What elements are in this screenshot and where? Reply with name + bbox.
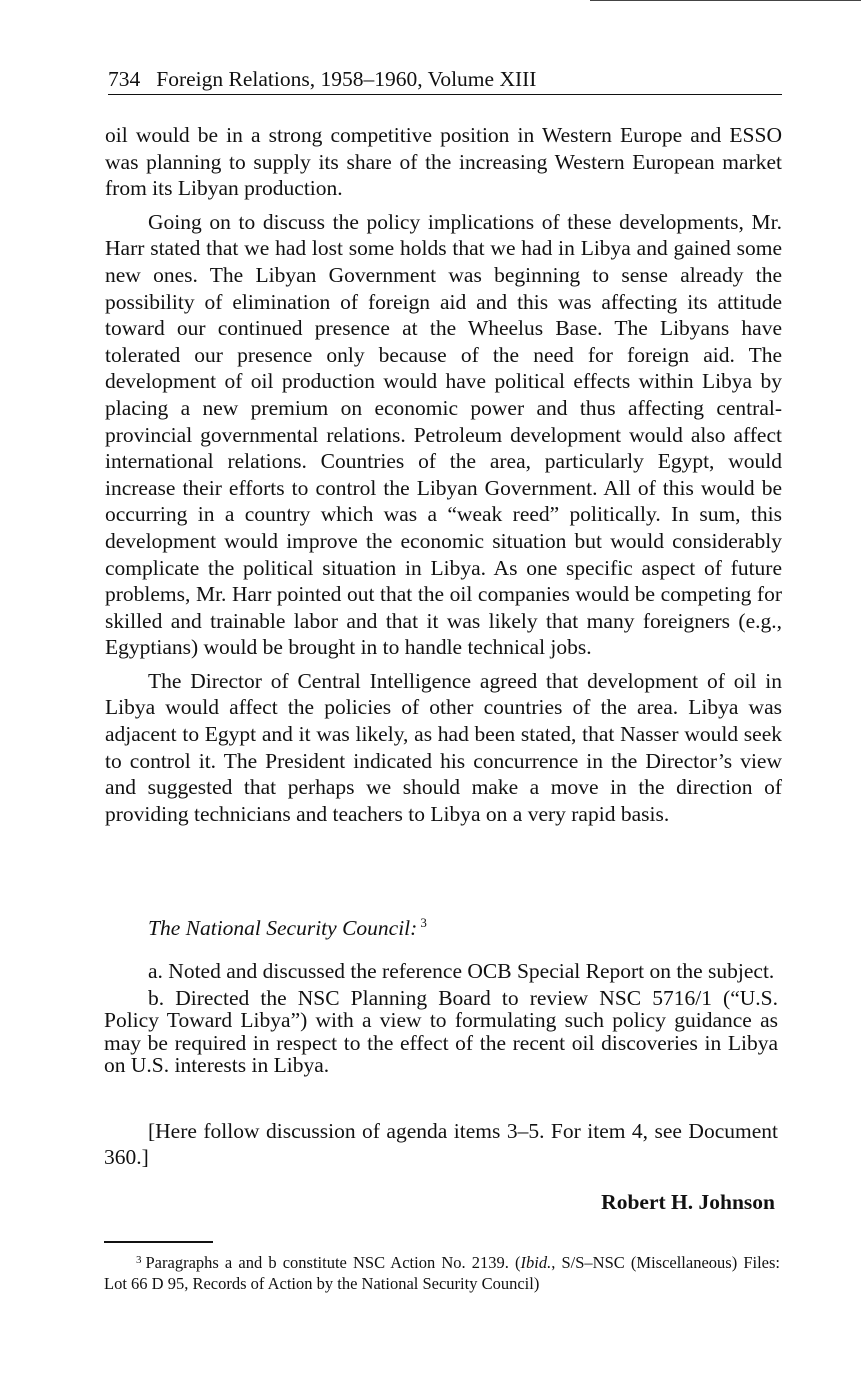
action-item-b: b. Directed the NSC Planning Board to review NSC 5716/1 (“U.S. Policy Toward Libya”) with a view to formulating such policy guidance as may be required in respect to the effect of the recent oil discoveries in Libya on U.S. interests in Libya. [104, 985, 778, 1077]
running-title: Foreign Relations, 1958–1960, Volume XIII [156, 67, 537, 91]
footnote-number: 3 [136, 1254, 142, 1266]
page-number: 734 [108, 67, 141, 91]
action-item-a: a. Noted and discussed the reference OCB Special Report on the subject. [148, 959, 775, 983]
running-header [108, 64, 782, 95]
editorial-note [104, 1118, 778, 1170]
paragraph-director-view: The Director of Central Intelligence agreed that development of oil in Libya would affect the policies of other countries of the area. Libya was adjacent to Egypt and it was likely, as had been stated, that Nasser would seek to control it. The President indicated his concurrence in the Director’s view and suggested that perhaps we should make a move in the direction of providing technicians and teachers to Libya on a very rapid basis. [105, 668, 782, 826]
nsc-actions [104, 960, 778, 1081]
editorial-note-text: [Here follow discussion of agenda items 3–5. For item 4, see Document 360.] [104, 1119, 778, 1169]
paragraph-policy-implications: Going on to discuss the policy implications of these developments, Mr. Harr stated that we had lost some holds that we had in Libya and gained some new ones. The Libyan Government was beginning to sense already the possibility of elimination of foreign aid and this was affecting its attitude toward our continued presence at the Wheelus Base. The Libyans have tolerated our presence only because of the need for foreign aid. The development of oil production would have political effects within Libya by placing a new premium on economic power and thus affecting central-provincial governmental relations. Petroleum development would also affect international relations. Countries of the area, particularly Egypt, would increase their efforts to control the Libyan Government. All of this would be occurring in a country which was a “weak reed” politically. In sum, this development would improve the economic situation but would considerably complicate the political situation in Libya. As one specific aspect of future problems, Mr. Harr pointed out that the oil companies would be competing for skilled and trainable labor and that it was likely that many foreigners (e.g., Egyptians) would be brought in to handle technical jobs. [105, 209, 782, 660]
footnote-ibid: Ibid. [520, 1253, 552, 1272]
footnote [104, 1250, 780, 1294]
footnote-reference: 3 [420, 915, 427, 930]
body-text [105, 122, 782, 834]
nsc-heading [148, 915, 427, 941]
signature: Robert H. Johnson [601, 1190, 775, 1214]
paragraph-continuation: oil would be in a strong competitive position in Western Europe and ESSO was planning to supply its share of the increasing Western European market from its Libyan production. [105, 123, 782, 201]
footnote-text-start: Paragraphs a and b constitute NSC Action No. 2139. ( [145, 1253, 521, 1272]
footnote-text-end: , S/S–NSC (Miscellaneous) Files: Lot 66 D 95, Records of Action by the National Security Council) [104, 1253, 780, 1293]
nsc-heading-text: The National Security Council: [148, 916, 418, 940]
scan-edge-line [590, 0, 861, 1]
footnote-divider [104, 1241, 213, 1243]
